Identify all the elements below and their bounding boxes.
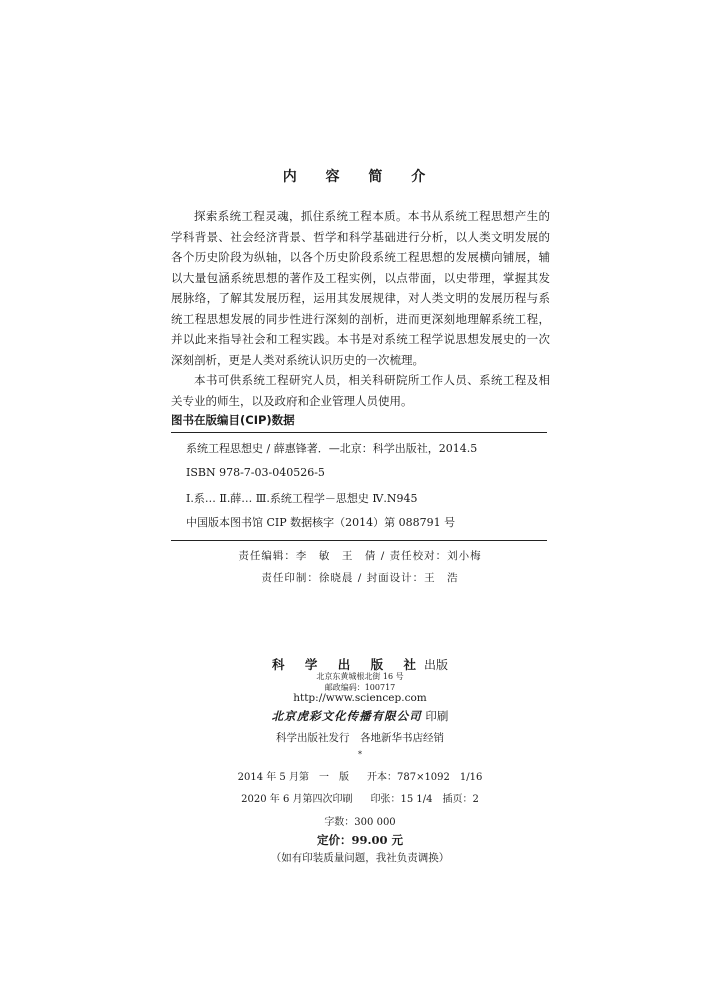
printer-suffix: 印刷 bbox=[425, 709, 449, 723]
cip-top-rule bbox=[171, 432, 547, 433]
cip-heading: 图书在版编目(CIP)数据 bbox=[171, 413, 295, 427]
edition-line-1 bbox=[0, 768, 720, 783]
publisher-address: 北京东黄城根北街 16 号 bbox=[316, 672, 404, 681]
word-count: 字数：300 000 bbox=[324, 817, 396, 828]
book-format: 开本：787×1092 1/16 bbox=[366, 772, 483, 783]
cip-title-line: 系统工程思想史 / 薛惠锋著．—北京：科学出版社，2014.5 bbox=[186, 442, 478, 455]
intro-paragraph-1: 探索系统工程灵魂，抓住系统工程本质。本书从系统工程思想产生的学科背景、社会经济背景、哲学和科学基础进行分析，以人类文明发展的各个历史阶段为纵轴，以各个历史阶段系统工程思想的发展横向铺展，辅以大量包涵系统思想的著作及工程实例，以点带面，以史带理，掌握其发展脉络，了解其发展历程，运用其发展规律，对人类文明的发展历程与系统工程思想发展的同步性进行深刻的剖析，进而更深刻地理解系统工程，并以此来指导社会和工程实践。本书是对系统工程学说思想发展史的一次深刻剖析，更是人类对系统认识历史的一次梳理。 bbox=[171, 209, 550, 367]
intro-paragraph-2: 本书可供系统工程研究人员，相关科研院所工作人员、系统工程及相关专业的师生，以及政府和企业管理人员使用。 bbox=[171, 373, 550, 408]
quality-notice: （如有印装质量问题，我社负责调换） bbox=[270, 852, 450, 864]
separator-star: * bbox=[358, 750, 362, 759]
cip-classification: Ⅰ.系… Ⅱ.薛… Ⅲ.系统工程学－思想史 Ⅳ.N945 bbox=[186, 492, 418, 505]
distribution-line: 科学出版社发行 各地新华书店经销 bbox=[276, 732, 444, 744]
publisher-suffix: 出版 bbox=[423, 658, 448, 672]
publisher-url: http://www.sciencep.com bbox=[293, 692, 427, 704]
production-line: 责任印制：徐晓晨 / 封面设计：王 浩 bbox=[261, 572, 459, 584]
page-title: 内 容 简 介 bbox=[282, 169, 438, 185]
editors-line: 责任编辑：李 敏 王 倩 / 责任校对：刘小梅 bbox=[238, 550, 482, 562]
cip-isbn: ISBN 978-7-03-040526-5 bbox=[186, 466, 325, 479]
edition-line-2 bbox=[0, 790, 720, 805]
price: 定价：99.00 元 bbox=[316, 833, 403, 847]
printer-name bbox=[0, 708, 720, 724]
cip-record-number: 中国版本图书馆 CIP 数据核字（2014）第 088791 号 bbox=[186, 516, 456, 529]
publisher-postcode: 邮政编码：100717 bbox=[324, 683, 396, 692]
print-sheets: 印张：15 1/4 插页：2 bbox=[370, 794, 479, 805]
book-introduction bbox=[171, 206, 550, 411]
publisher-brand: 科 学 出 版 社 bbox=[272, 657, 424, 672]
printer-brand: 北京虎彩文化传播有限公司 bbox=[271, 709, 422, 723]
reprint-info: 2020 年 6 月第四次印刷 bbox=[241, 794, 353, 805]
cip-bottom-rule bbox=[171, 540, 547, 541]
first-edition: 2014 年 5 月第 一 版 bbox=[237, 772, 349, 783]
